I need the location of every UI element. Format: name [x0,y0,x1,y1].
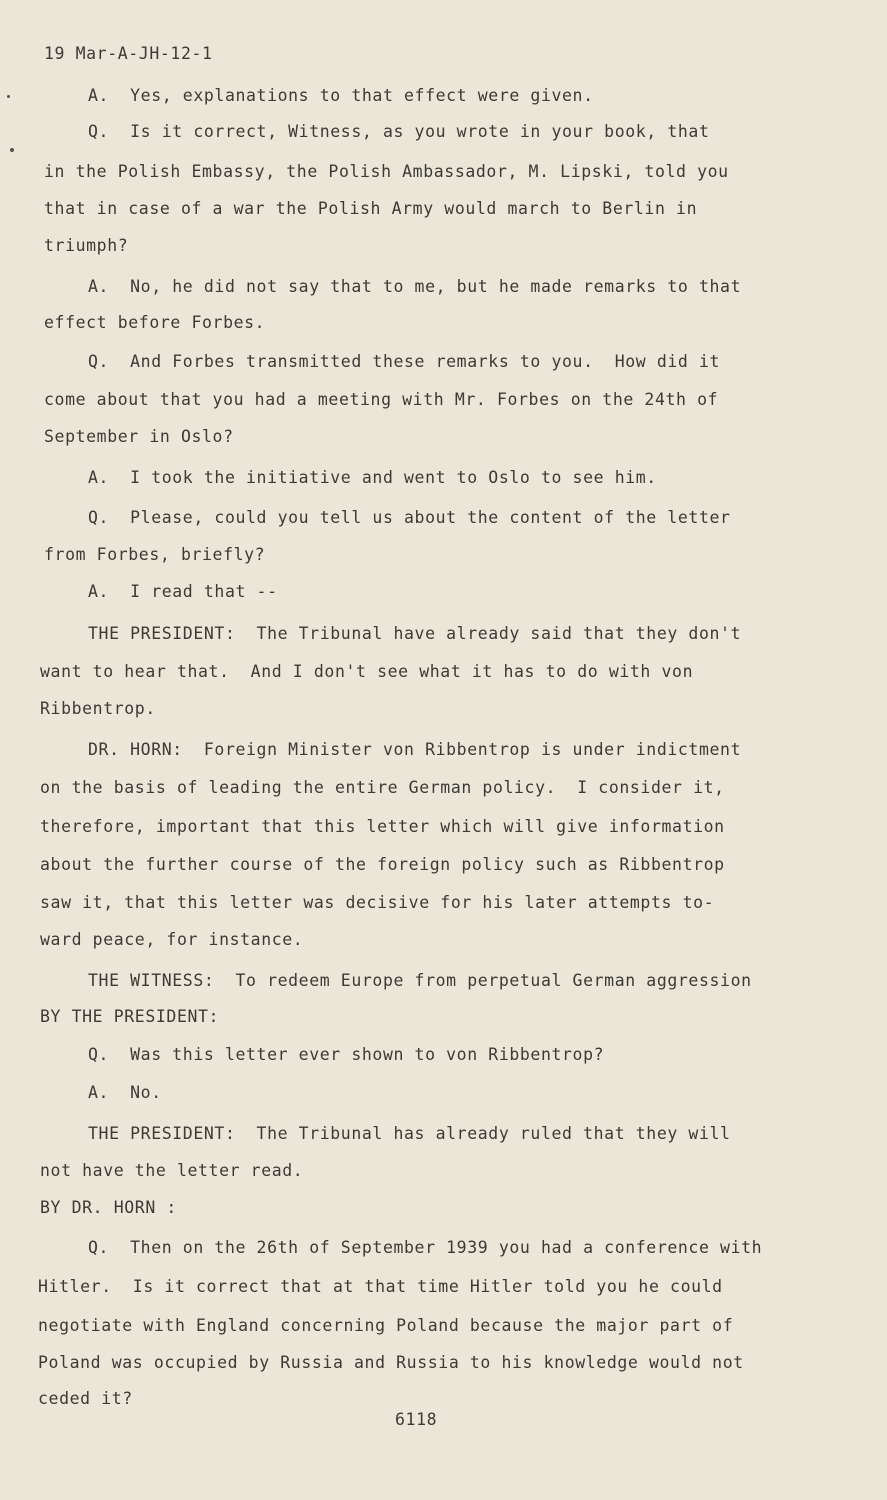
text-line: THE PRESIDENT: The Tribunal have already said that they don't [88,624,742,643]
page-header: 19 Mar-A-JH-12-1 [44,44,213,63]
text-line: Q. Please, could you tell us about the content of the letter [88,508,731,527]
text-line: BY THE PRESIDENT: [40,1007,220,1026]
text-line: A. I took the initiative and went to Oslo to see him. [88,468,657,487]
text-line: effect before Forbes. [44,313,266,332]
text-line: Q. Is it correct, Witness, as you wrote in your book, that [88,122,710,141]
text-line: ceded it? [38,1389,133,1408]
text-line: come about that you had a meeting with Mr. Forbes on the 24th of [44,390,719,409]
text-line: saw it, that this letter was decisive for his later attempts to- [40,893,715,912]
text-line: negotiate with England concerning Poland because the major part of [38,1316,734,1335]
text-line: DR. HORN: Foreign Minister von Ribbentrop is under indictment [88,740,742,759]
text-line: September in Oslo? [44,427,234,446]
margin-mark [7,95,10,98]
text-line: from Forbes, briefly? [44,545,266,564]
text-line: triumph? [44,236,129,255]
text-line: Poland was occupied by Russia and Russia to his knowledge would not [38,1353,744,1372]
text-line: therefore, important that this letter which will give information [40,817,725,836]
text-line: A. No. [88,1083,162,1102]
text-line: that in case of a war the Polish Army would march to Berlin in [44,199,698,218]
text-line: THE WITNESS: To redeem Europe from perpetual German aggression [88,971,752,990]
text-line: A. Yes, explanations to that effect were given. [88,86,594,105]
text-line: Q. Was this letter ever shown to von Ribbentrop? [88,1045,605,1064]
text-line: on the basis of leading the entire German policy. I consider it, [40,778,725,797]
text-line: Ribbentrop. [40,699,156,718]
margin-mark [10,148,14,152]
text-line: about the further course of the foreign policy such as Ribbentrop [40,855,725,874]
text-line: want to hear that. And I don't see what it has to do with von [40,662,694,681]
text-line: BY DR. HORN : [40,1198,177,1217]
page-number: 6118 [395,1410,438,1429]
text-line: THE PRESIDENT: The Tribunal has already ruled that they will [88,1124,731,1143]
text-line: not have the letter read. [40,1161,304,1180]
text-line: Hitler. Is it correct that at that time Hitler told you he could [38,1277,723,1296]
text-line: A. I read that -- [88,582,278,601]
text-line: ward peace, for instance. [40,930,304,949]
text-line: A. No, he did not say that to me, but he made remarks to that [88,277,742,296]
text-line: in the Polish Embassy, the Polish Ambassador, M. Lipski, told you [44,162,729,181]
text-line: Q. And Forbes transmitted these remarks to you. How did it [88,352,721,371]
text-line: Q. Then on the 26th of September 1939 you had a conference with [88,1238,763,1257]
